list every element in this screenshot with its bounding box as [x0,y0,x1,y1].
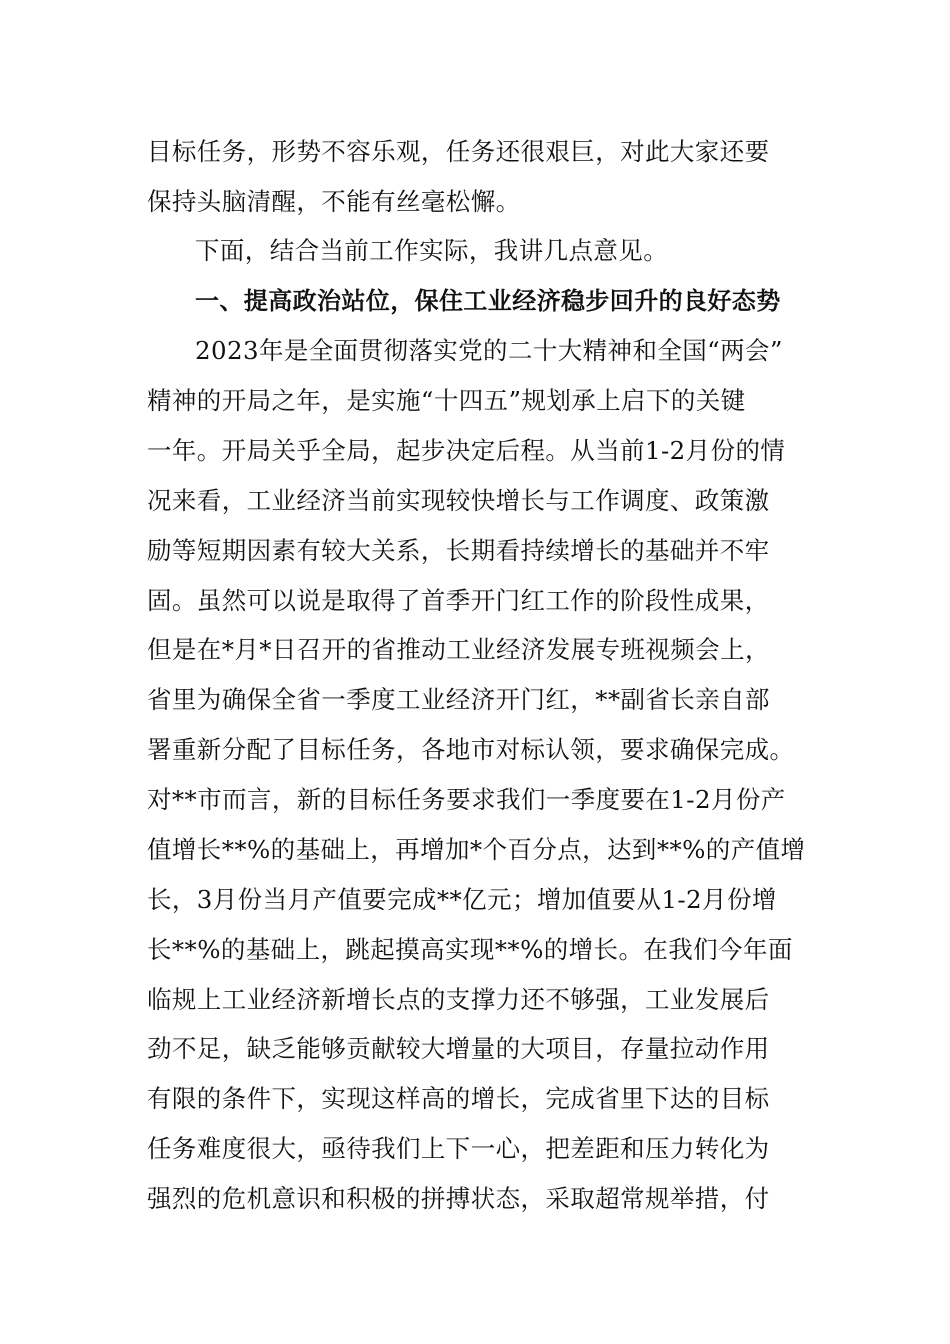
paragraph-line: 对**市而言，新的目标任务要求我们一季度要在1-2月份产 [147,785,786,814]
paragraph-line: 但是在*月*日召开的省推动工业经济发展专班视频会上， [147,635,770,664]
paragraph-line: 强烈的危机意识和积极的拼搏状态，采取超常规举措，付 [147,1184,770,1213]
paragraph-line: 保持头脑清醒，不能有丝毫松懈。 [147,187,521,216]
paragraph-line: 署重新分配了目标任务，各地市对标认领，要求确保完成。 [147,735,795,764]
paragraph-line: 长，3月份当月产值要完成**亿元；增加值要从1-2月份增 [147,885,777,914]
paragraph-line: 有限的条件下，实现这样高的增长，完成省里下达的目标 [147,1084,770,1113]
paragraph-line: 值增长**%的基础上，再增加*个百分点，达到**%的产值增 [147,835,806,864]
paragraph-line: 固。虽然可以说是取得了首季开门红工作的阶段性成果， [147,586,770,615]
paragraph-line: 长**%的基础上，跳起摸高实现**%的增长。在我们今年面 [147,935,793,964]
paragraph-line: 励等短期因素有较大关系，长期看持续增长的基础并不牢 [147,536,770,565]
paragraph-line: 临规上工业经济新增长点的支撑力还不够强，工业发展后 [147,985,770,1014]
paragraph-line: 精神的开局之年，是实施“十四五”规划承上启下的关键 [147,386,746,415]
paragraph-line: 任务难度很大，亟待我们上下一心，把差距和压力转化为 [147,1134,770,1163]
paragraph-line: 况来看，工业经济当前实现较快增长与工作调度、政策激 [147,486,770,515]
paragraph-line: 省里为确保全省一季度工业经济开门红，**副省长亲自部 [147,685,770,714]
paragraph-line: 下面，结合当前工作实际，我讲几点意见。 [195,236,669,265]
paragraph-line: 2023年是全面贯彻落实党的二十大精神和全国“两会” [195,336,783,365]
section-heading: 一、提高政治站位，保住工业经济稳步回升的良好态势 [195,287,781,315]
paragraph-line: 劲不足，缺乏能够贡献较大增量的大项目，存量拉动作用 [147,1034,770,1063]
paragraph-line: 一年。开局关乎全局，起步决定后程。从当前1-2月份的情 [147,436,786,465]
paragraph-line: 目标任务，形势不容乐观，任务还很艰巨，对此大家还要 [147,137,770,166]
